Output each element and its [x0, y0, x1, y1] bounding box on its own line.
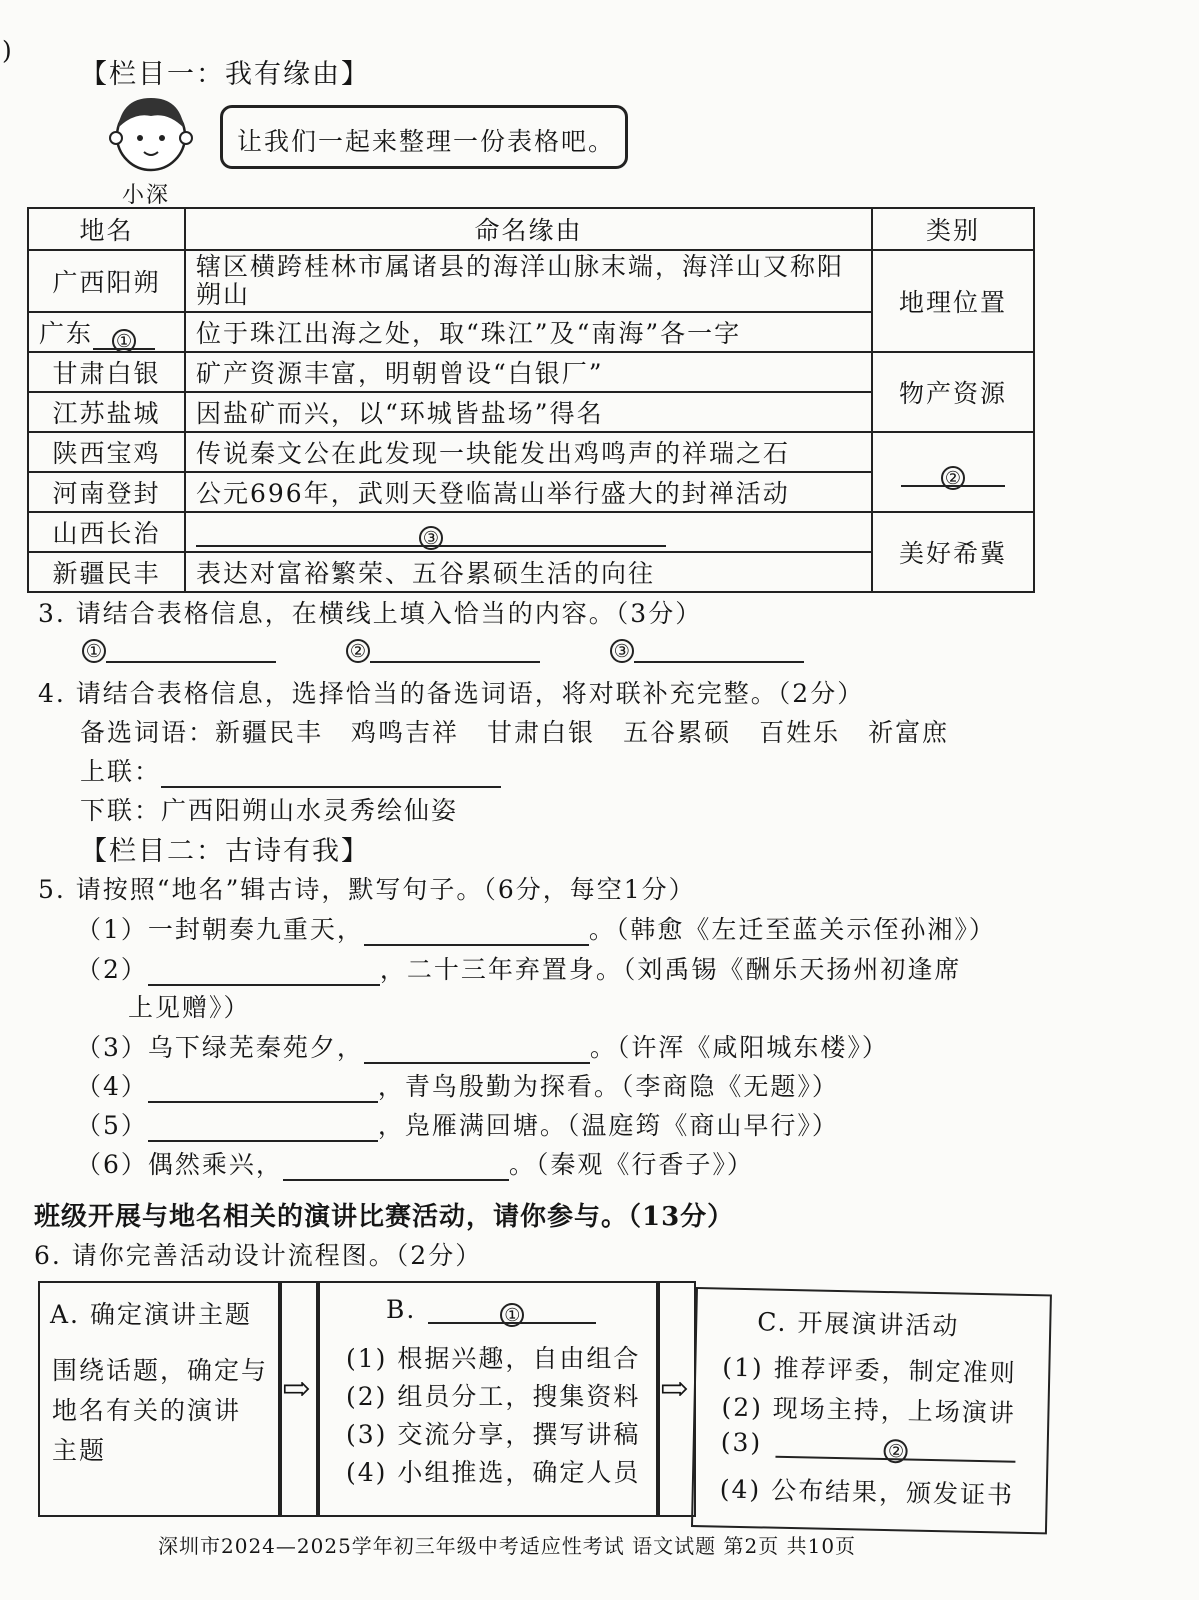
poem-source: ，二十三年弃置身。（刘禹锡《酬乐天扬州初逢席 [379, 955, 962, 984]
page-footer: 深圳市2024—2025学年初三年级中考适应性考试 语文试题 第2页 共10页 [158, 1534, 857, 1558]
step-b-item: (1) 根据兴趣，自由组合 [346, 1344, 641, 1373]
step-c-item: (1) 推荐评委，制定准则 [722, 1352, 1017, 1388]
step-c-item [720, 1428, 1016, 1463]
answer-marker-2: ② [346, 639, 370, 663]
naming-reason: 传说秦文公在此发现一块能发出鸡鸣声的祥瑞之石 [185, 432, 872, 472]
right-arrow-icon: ⇨ [660, 1369, 689, 1409]
table-row [28, 512, 1034, 552]
step-c-item-num: (3) [720, 1427, 763, 1458]
question-6: 6. 请你完善活动设计流程图。（2分） [34, 1241, 483, 1270]
options-label: 备选词语： [80, 718, 216, 747]
place-name: 新疆民丰 [28, 552, 185, 592]
option-word: 鸡鸣吉祥 [351, 718, 460, 747]
option-word: 百姓乐 [759, 718, 841, 747]
lower-couplet: 下联：广西阳朔山水灵秀绘仙姿 [80, 796, 459, 825]
poem-blank[interactable] [148, 960, 380, 986]
step-b-item: (4) 小组推选，确定人员 [346, 1458, 641, 1487]
step-b-title [386, 1295, 596, 1324]
question-3: 3. 请结合表格信息，在横线上填入恰当的内容。（3分） [38, 599, 703, 628]
option-word: 五谷累硕 [623, 718, 732, 747]
character-avatar-icon [108, 92, 194, 176]
table-row [28, 352, 1034, 392]
poem-blank[interactable] [148, 1116, 378, 1142]
poem-item-2-cont: 上见赠》） [128, 993, 251, 1022]
answer-field-2[interactable] [370, 637, 540, 663]
poem-item-5 [76, 1106, 839, 1142]
fill-blank-2[interactable] [901, 461, 1005, 487]
place-name [28, 312, 185, 352]
poem-blank[interactable] [283, 1155, 509, 1181]
step-a-line: 主题 [52, 1436, 107, 1465]
naming-reason: 因盐矿而兴，以“环城皆盐场”得名 [185, 392, 872, 432]
fill-blank-1[interactable] [93, 324, 155, 350]
right-arrow-icon: ⇨ [282, 1369, 311, 1409]
bubble-text: 让我们一起来整理一份表格吧。 [237, 127, 616, 156]
step-b-label: B. [386, 1295, 417, 1324]
option-word: 甘肃白银 [487, 718, 596, 747]
place-name-text: 广东 [39, 319, 94, 348]
step-c-title: C. 开展演讲活动 [756, 1307, 960, 1341]
item-number: （3） [76, 1033, 148, 1062]
header-name: 地名 [28, 208, 185, 250]
poem-source: ，凫雁满回塘。（温庭筠《商山早行》） [377, 1111, 839, 1140]
character-name: 小深 [122, 183, 171, 208]
upper-couplet-field[interactable] [161, 762, 501, 788]
step-c-blank[interactable] [776, 1432, 1016, 1463]
header-category: 类别 [872, 208, 1034, 250]
header-reason: 命名缘由 [185, 208, 872, 250]
speech-bubble [220, 105, 628, 169]
answer-field-1[interactable] [106, 637, 276, 663]
q3-answers [82, 634, 804, 663]
place-name: 河南登封 [28, 472, 185, 512]
arrow-cell [658, 1281, 696, 1517]
poem-blank[interactable] [364, 1038, 590, 1064]
category-cell: 美好希冀 [872, 512, 1034, 592]
step-a-line: 地名有关的演讲 [52, 1396, 242, 1425]
item-number: （2） [76, 955, 148, 984]
arrow-cell [280, 1281, 318, 1517]
poem-item-3 [76, 1028, 889, 1064]
blank-marker: ③ [419, 526, 443, 550]
step-b-item: (2) 组员分工，搜集资料 [346, 1382, 641, 1411]
item-number: （4） [76, 1072, 148, 1101]
place-name-table [27, 207, 1035, 593]
step-c-item: (2) 现场主持，上场演讲 [721, 1392, 1017, 1428]
step-b-blank[interactable] [428, 1298, 596, 1324]
poem-blank[interactable] [148, 1077, 378, 1103]
place-name: 甘肃白银 [28, 352, 185, 392]
poem-source: 。（韩愈《左迁至蓝关示侄孙湘》） [588, 915, 996, 944]
answer-marker-3: ③ [610, 639, 634, 663]
poem-blank[interactable] [364, 920, 589, 946]
naming-reason: 位于珠江出海之处，取“珠江”及“南海”各一字 [185, 312, 872, 352]
fill-blank-3[interactable] [196, 521, 666, 547]
corner-mark: ) [2, 36, 14, 65]
step-b-item: (3) 交流分享，撰写讲稿 [346, 1420, 641, 1449]
blank-marker: ② [941, 466, 965, 490]
category-cell: 物产资源 [872, 352, 1034, 432]
item-number: （5） [76, 1111, 148, 1140]
place-name: 江苏盐城 [28, 392, 185, 432]
poem-item-4 [76, 1067, 839, 1103]
naming-reason: 公元696年，武则天登临嵩山举行盛大的封禅活动 [185, 472, 872, 512]
poem-source: ，青鸟殷勤为探看。（李商隐《无题》） [377, 1072, 839, 1101]
table-row [28, 250, 1034, 312]
category-cell: 地理位置 [872, 250, 1034, 352]
poem-line: 偶然乘兴， [147, 1150, 283, 1179]
section1-title: 【栏目一：我有缘由】 [80, 59, 370, 90]
poem-source: 。（秦观《行香子》） [508, 1150, 754, 1179]
step-c-item: (4) 公布结果，颁发证书 [719, 1474, 1015, 1510]
item-number: （6） [76, 1150, 148, 1179]
step-a-title: A. 确定演讲主题 [50, 1300, 252, 1329]
poem-source: 。（许浑《咸阳城东楼》） [589, 1033, 889, 1062]
option-word: 新疆民丰 [215, 718, 324, 747]
naming-reason [185, 512, 872, 552]
naming-reason: 辖区横跨桂林市属诸县的海洋山脉末端，海洋山又称阳朔山 [185, 250, 872, 312]
question-5: 5. 请按照“地名”辑古诗，默写句子。（6分，每空1分） [38, 875, 696, 904]
item-number: （1） [76, 915, 148, 944]
answer-field-3[interactable] [634, 637, 804, 663]
flow-step-c [691, 1287, 1052, 1534]
poem-item-2 [76, 950, 961, 986]
blank-marker: ② [884, 1439, 908, 1463]
place-name: 广西阳朔 [28, 250, 185, 312]
poem-line: 一封朝奏九重天， [147, 915, 364, 944]
flow-step-a [38, 1281, 280, 1517]
place-name: 山西长治 [28, 512, 185, 552]
flow-step-b [318, 1281, 658, 1517]
blank-marker: ① [112, 329, 136, 353]
naming-reason: 表达对富裕繁荣、五谷累硕生活的向往 [185, 552, 872, 592]
answer-marker-1: ① [82, 639, 106, 663]
step-a-line: 围绕话题，确定与 [52, 1356, 269, 1385]
poem-item-6 [76, 1145, 754, 1181]
table-row [28, 432, 1034, 472]
upper-couplet [80, 752, 501, 788]
option-word: 祈富庶 [868, 718, 950, 747]
table-header-row [28, 208, 1034, 250]
question-4: 4. 请结合表格信息，选择恰当的备选词语，将对联补充完整。（2分） [38, 679, 865, 708]
category-cell [872, 432, 1034, 512]
place-name: 陕西宝鸡 [28, 432, 185, 472]
poem-line: 乌下绿芜秦苑夕， [147, 1033, 364, 1062]
q4-options [80, 713, 949, 749]
upper-label: 上联： [80, 757, 162, 786]
poem-item-1 [76, 910, 996, 946]
blank-marker: ① [500, 1303, 524, 1327]
naming-reason: 矿产资源丰富，明朝曾设“白银厂” [185, 352, 872, 392]
section2-title: 【栏目二：古诗有我】 [80, 836, 370, 867]
speech-intro: 班级开展与地名相关的演讲比赛活动，请你参与。（13分） [34, 1202, 735, 1232]
